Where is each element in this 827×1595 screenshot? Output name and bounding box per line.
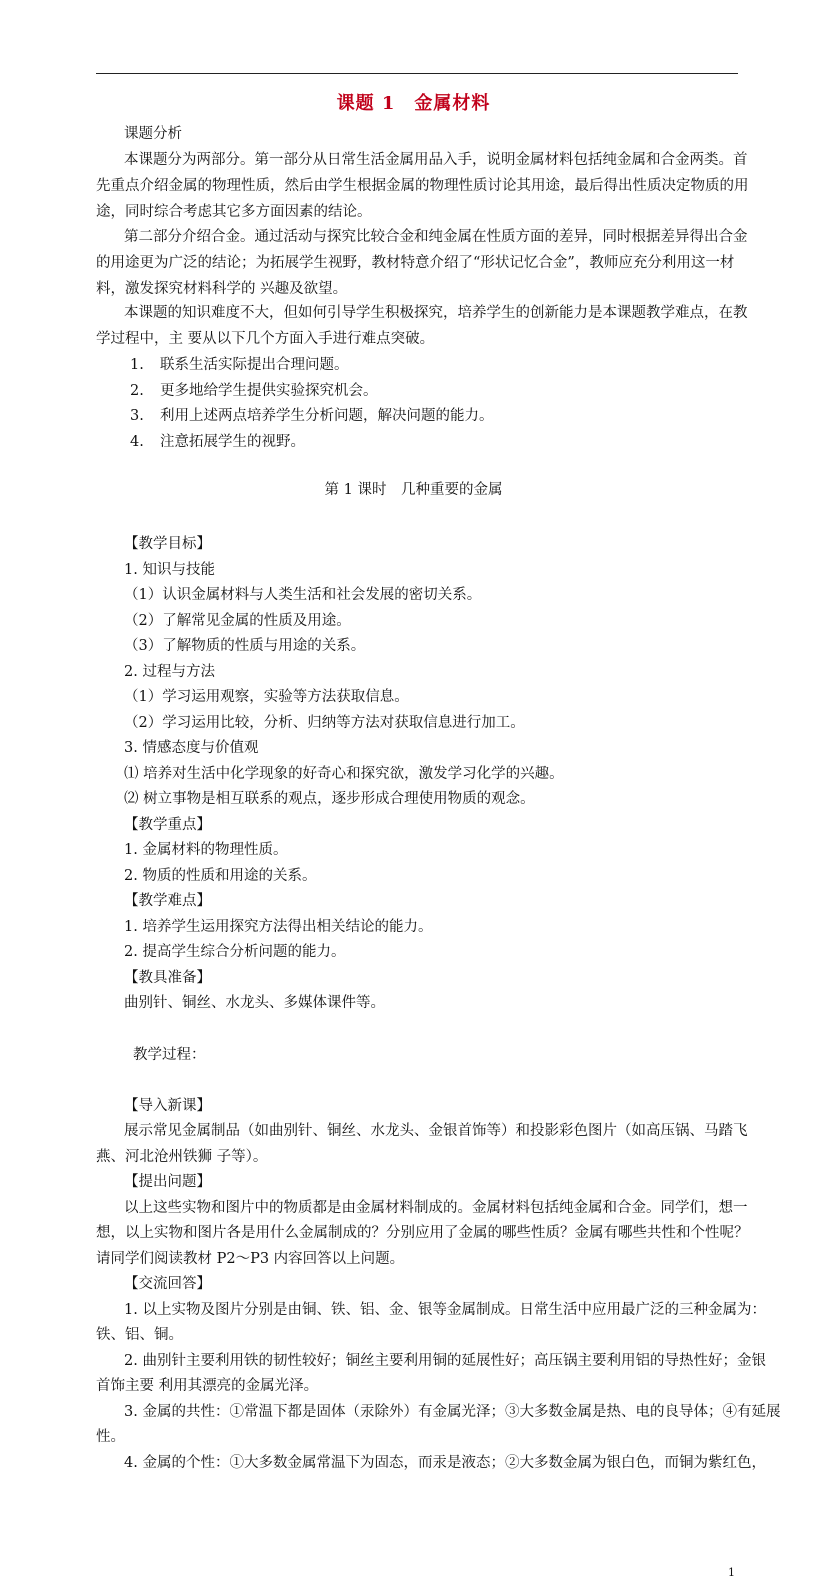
answer-line: 性。 (96, 1429, 125, 1445)
goal-line: 1. 知识与技能 (124, 562, 215, 578)
analysis-list-item: 1. 联系生活实际提出合理问题。 (130, 357, 349, 373)
lesson-title: 第 1 课时 几种重要的金属 (324, 482, 503, 498)
goal-line: 2. 过程与方法 (124, 664, 215, 680)
question-heading: 【提出问题】 (124, 1174, 211, 1190)
answer-line: 2. 曲别针主要利用铁的韧性较好；铜丝主要利用铜的延展性好；高压锅主要利用铝的导热性好；金银 (124, 1353, 766, 1369)
goal-line: ⑵ 树立事物是相互联系的观点，逐步形成合理使用物质的观念。 (124, 791, 535, 807)
page-title: 课题 1 金属材料 (336, 93, 491, 114)
key-heading: 【教学重点】 (124, 817, 211, 833)
answer-line: 铁、铝、铜。 (96, 1327, 183, 1343)
analysis-p2-line2: 的用途更为广泛的结论；为拓展学生视野，教材特意介绍了“形状记忆合金”，教师应充分利用这一材 (96, 255, 735, 271)
question-line1: 以上这些实物和图片中的物质都是由金属材料制成的。金属材料包括纯金属和合金。同学们，想一 (124, 1200, 748, 1216)
answer-line: 4. 金属的个性：①大多数金属常温下为固态，而汞是液态；②大多数金属为银白色，而铜为紫红色， (124, 1455, 766, 1471)
answer-line: 首饰主要 利用其漂亮的金属光泽。 (96, 1378, 319, 1394)
page-number: 1 (728, 1566, 735, 1579)
difficulty-point: 2. 提高学生综合分析问题的能力。 (124, 944, 346, 960)
answer-heading: 【交流回答】 (124, 1276, 211, 1292)
difficulty-point: 1. 培养学生运用探究方法得出相关结论的能力。 (124, 919, 433, 935)
prep-heading: 【教具准备】 (124, 970, 211, 986)
goal-line: （3）了解物质的性质与用途的关系。 (124, 638, 366, 654)
goal-line: （1）学习运用观察，实验等方法获取信息。 (124, 689, 409, 705)
analysis-p3-line1: 本课题的知识难度不大，但如何引导学生积极探究，培养学生的创新能力是本课题教学难点，在教 (124, 305, 748, 321)
answer-line: 3. 金属的共性：①常温下都是固体（汞除外）有金属光泽；③大多数金属是热、电的良导体；④有延展 (124, 1404, 781, 1420)
analysis-list-item: 3. 利用上述两点培养学生分析问题，解决问题的能力。 (130, 408, 494, 424)
analysis-p1-line1: 本课题分为两部分。第一部分从日常生活金属用品入手，说明金属材料包括纯金属和合金两类。首 (124, 152, 748, 168)
prep-text: 曲别针、铜丝、水龙头、多媒体课件等。 (124, 995, 385, 1011)
key-point: 2. 物质的性质和用途的关系。 (124, 868, 317, 884)
analysis-p1-line2: 先重点介绍金属的物理性质，然后由学生根据金属的物理性质讨论其用途，最后得出性质决定物质的用 (96, 178, 749, 194)
question-line3: 请同学们阅读教材 P2～P3 内容回答以上问题。 (96, 1251, 405, 1267)
header-rule (96, 73, 738, 74)
key-point: 1. 金属材料的物理性质。 (124, 842, 288, 858)
analysis-p2-line1: 第二部分介绍合金。通过活动与探究比较合金和纯金属在性质方面的差异，同时根据差异得出合金 (124, 229, 748, 245)
goal-line: ⑴ 培养对生活中化学现象的好奇心和探究欲，激发学习化学的兴趣。 (124, 766, 564, 782)
intro-heading: 【导入新课】 (124, 1098, 211, 1114)
analysis-p3-line2: 学过程中，主 要从以下几个方面入手进行难点突破。 (96, 331, 435, 347)
goal-line: （2）学习运用比较，分析、归纳等方法对获取信息进行加工。 (124, 715, 525, 731)
analysis-list-item: 4. 注意拓展学生的视野。 (130, 434, 305, 450)
analysis-p1-line3: 途，同时综合考虑其它多方面因素的结论。 (96, 204, 372, 220)
answer-line: 1. 以上实物及图片分别是由铜、铁、铝、金、银等金属制成。日常生活中应用最广泛的三种金属为： (124, 1302, 766, 1318)
analysis-heading: 课题分析 (124, 126, 182, 142)
goal-line: （2）了解常见金属的性质及用途。 (124, 613, 351, 629)
goals-heading: 【教学目标】 (124, 536, 211, 552)
intro-line2: 燕、河北沧州铁狮 子等）。 (96, 1149, 268, 1165)
goal-line: （1）认识金属材料与人类生活和社会发展的密切关系。 (124, 587, 482, 603)
goal-line: 3. 情感态度与价值观 (124, 740, 259, 756)
intro-line1: 展示常见金属制品（如曲别针、铜丝、水龙头、金银首饰等）和投影彩色图片（如高压锅、马踏飞 (124, 1123, 748, 1139)
analysis-list-item: 2. 更多地给学生提供实验探究机会。 (130, 383, 378, 399)
difficulty-heading: 【教学难点】 (124, 893, 211, 909)
process-heading: 教学过程： (133, 1047, 206, 1063)
analysis-p2-line3: 料，激发探究材料科学的 兴趣及欲望。 (96, 281, 348, 297)
question-line2: 想，以上实物和图片各是用什么金属制成的？分别应用了金属的哪些性质？金属有哪些共性和个性呢？ (96, 1225, 749, 1241)
